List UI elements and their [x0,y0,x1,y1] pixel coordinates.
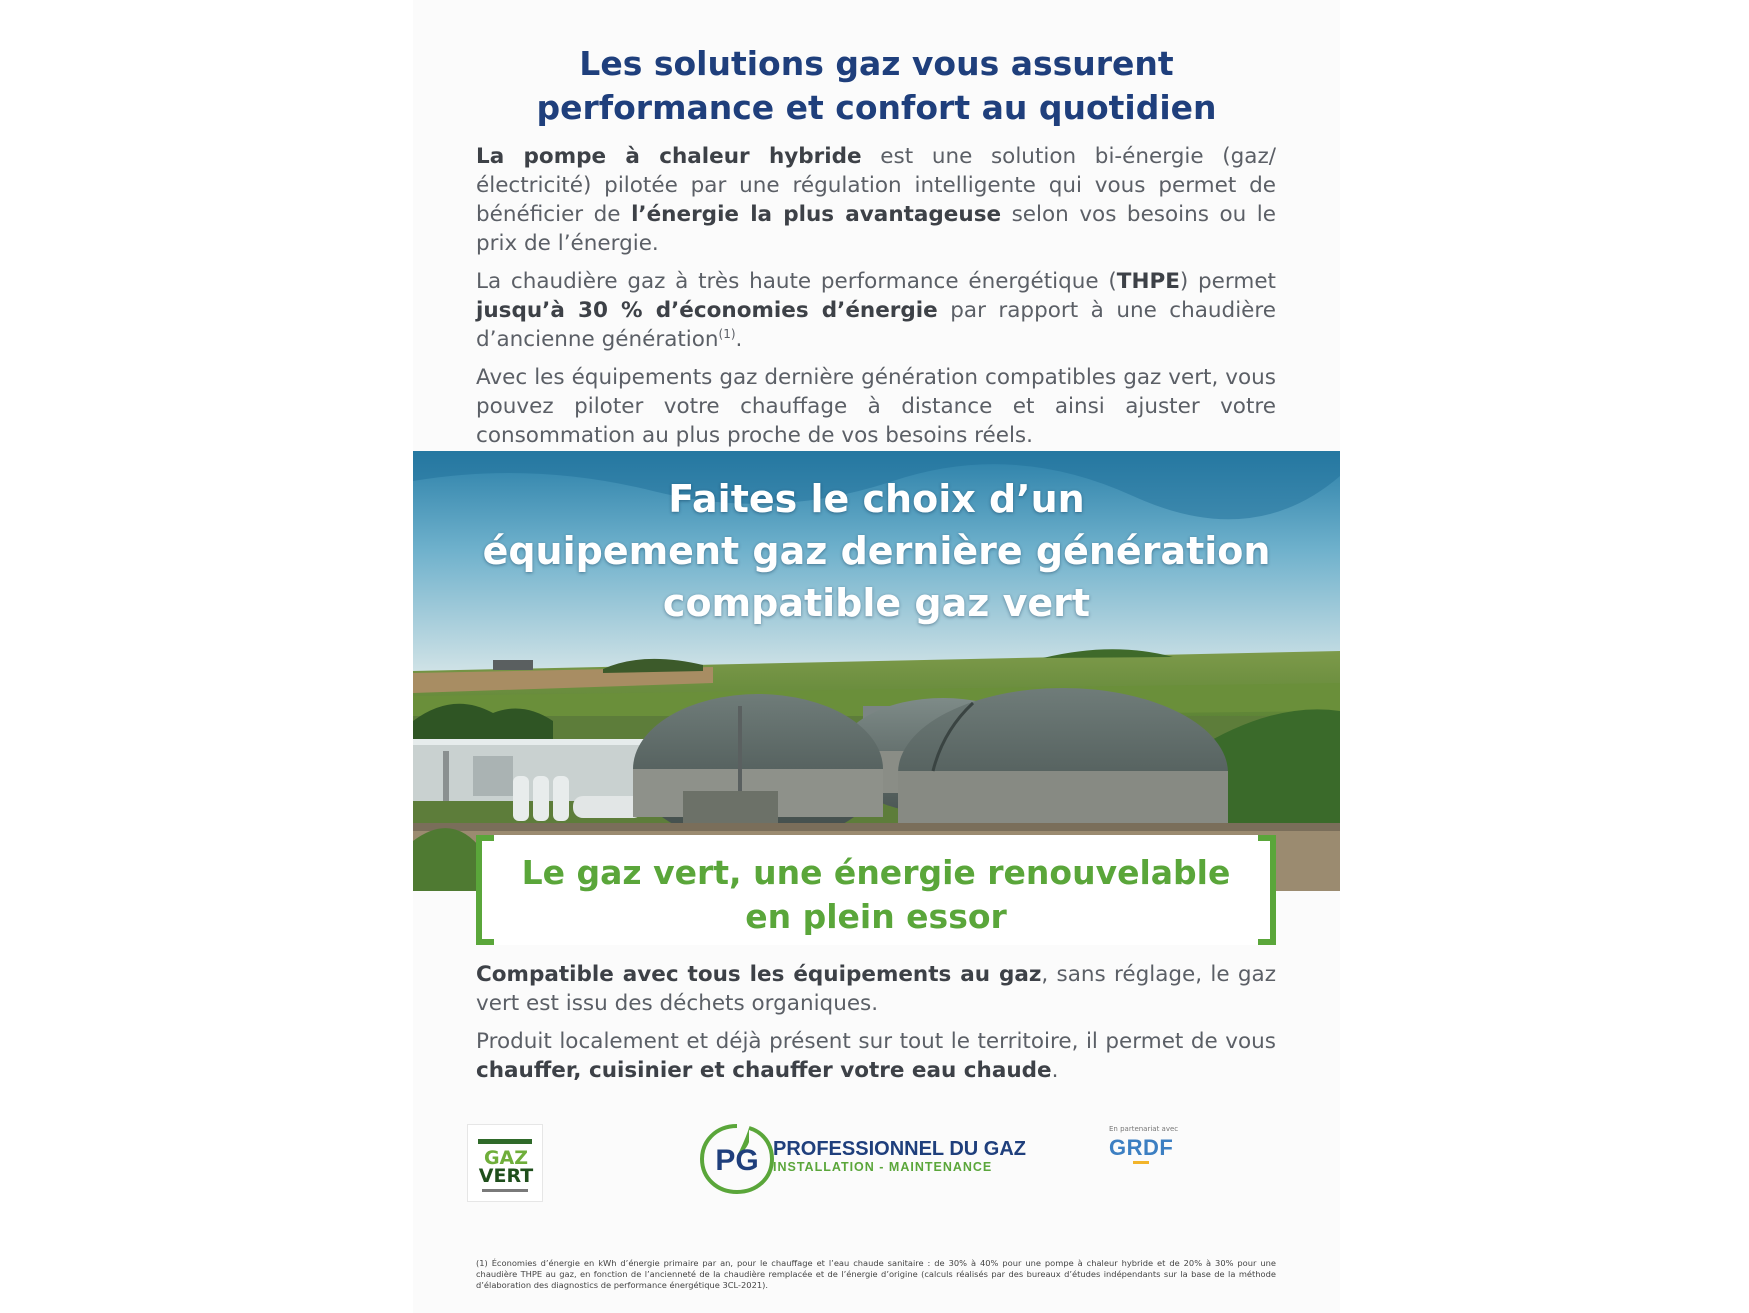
intro-p2-text: La chaudière gaz à très haute performance énergétique ( [476,269,1117,294]
gaz-vert-logo-line2: VERT [478,1165,534,1187]
callout-line2: en plein essor [745,897,1007,936]
intro-text [476,142,1276,459]
outro-paragraph-compatible [476,960,1276,1018]
grdf-logo-accent [1133,1161,1149,1164]
outro-p2-text: Produit localement et déjà présent sur tout le territoire, il permet de vous [476,1029,1276,1054]
thpe-emphasis: THPE [1116,269,1180,294]
banner-title-line1: Faites le choix d’un [668,477,1085,521]
hybrid-heat-pump-emphasis: La pompe à chaleur hybride [476,144,862,169]
banner-title [413,473,1340,629]
pg-brand-name: PROFESSIONNEL DU GAZ [773,1138,1026,1160]
callout-heading [476,851,1276,939]
intro-p1-text: est une solution bi-énergie (gaz/électricité) pilotée par une régulation intelligente qui vous permet de bénéficier de [476,144,1276,227]
uses-emphasis: chauffer, cuisinier et chauffer votre eau chaude [476,1058,1052,1083]
savings-emphasis: jusqu’à 30 % d’économies d’énergie [476,298,938,323]
pg-brand-tagline: INSTALLATION - MAINTENANCE [773,1160,993,1174]
callout-line1: Le gaz vert, une énergie renouvelable [521,853,1231,892]
gaz-vert-logo [467,1124,543,1202]
intro-p2-text-d: . [735,327,743,352]
intro-paragraph-thpe [476,267,1276,354]
pg-logo-mark: PG [715,1144,759,1177]
outro-paragraph-local [476,1027,1276,1085]
green-gas-callout [476,835,1276,945]
outro-p2-end: . [1051,1058,1059,1083]
grdf-logo: GRDF [1109,1135,1174,1160]
grdf-partner-label: En partenariat avec [1109,1125,1179,1133]
intro-p1-text-end: selon vos besoins ou le prix de l’énergie. [476,202,1276,256]
banner-title-line3: compatible gaz vert [662,581,1091,625]
biogas-banner [413,451,1340,891]
intro-paragraph-remote: Avec les équipements gaz dernière génération compatibles gaz vert, vous pouvez piloter votre chauffage à distance et ainsi ajuster votre consommation au plus proche de vos besoins réels. [476,365,1276,448]
outro-text [476,960,1276,1094]
page-title [413,42,1340,130]
banner-title-line2: équipement gaz dernière génération [482,529,1271,573]
best-energy-emphasis: l’énergie la plus avantageuse [631,202,1002,227]
footnote-text: (1) Économies d’énergie en kWh d’énergie primaire par an, pour le chauffage et l’eau chaude sanitaire : de 30% à 40% pour une pompe à chaleur hybride et de 20% à 30% pour une chaudière THPE au gaz, en fonction de l’ancienneté de la chaudière remplacée et de l’énergie d’origine (calculs réalisés par des bureaux d’études indépendants sur la base de la méthode d’élaboration des diagnostics de performance énergétique 3CL-2021). [476,1258,1276,1290]
outro-p1-text: , sans réglage, le gaz vert est issu des déchets organiques. [476,962,1276,1016]
page-title-line2: performance et confort au quotidien [536,88,1217,127]
compatible-emphasis: Compatible avec tous les équipements au gaz [476,962,1042,987]
page-title-line1: Les solutions gaz vous assurent [579,44,1174,83]
gaz-vert-label-strip [478,1139,532,1144]
gaz-vert-logo-base [482,1189,528,1192]
intro-p2-text-b: ) permet [1179,269,1276,294]
gaz-vert-logo-line1: GAZ [483,1147,529,1169]
pg-logo-icon [697,1122,777,1196]
intro-p2-text-c: par rapport à une chaudière d’ancienne génération [476,298,1276,352]
footnote-ref: (1) [718,326,736,341]
intro-paragraph-hybrid [476,142,1276,258]
